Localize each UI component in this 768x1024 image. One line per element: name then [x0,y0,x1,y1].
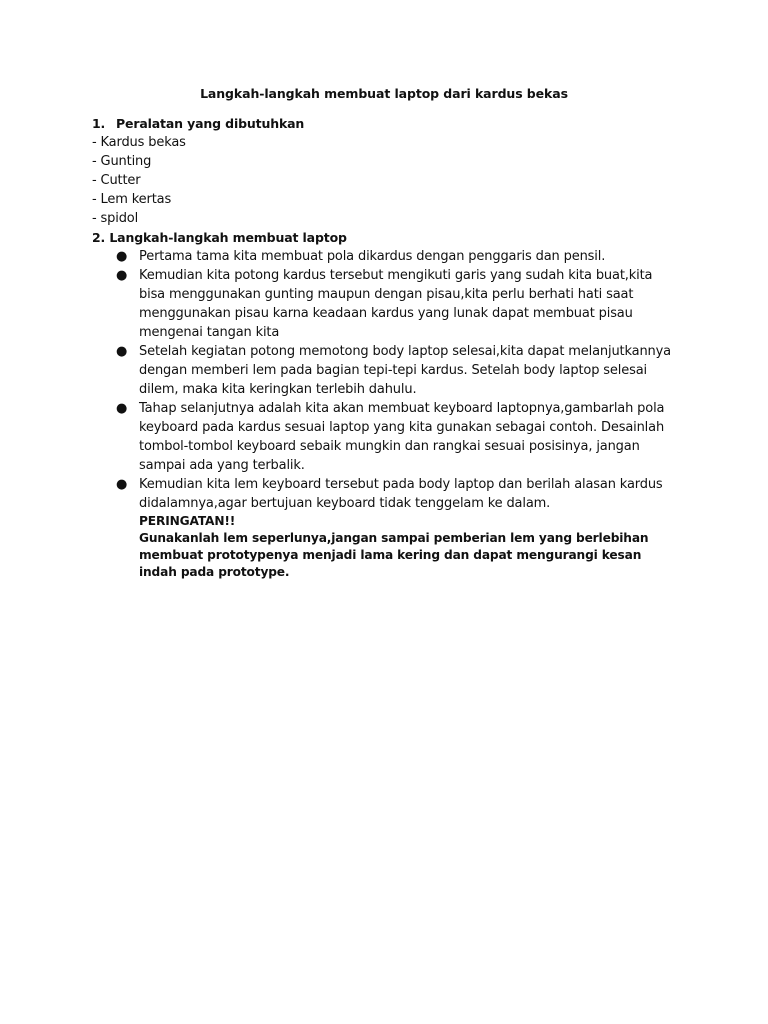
section-1-heading [92,114,692,133]
section-2-heading: 2. Langkah-langkah membuat laptop [92,230,347,245]
warning-text: Gunakanlah lem seperlunya,jangan sampai pemberian lem yang berlebihan membuat prototypenya menjadi lama kering dan dapat mengurangi kesan indah pada prototype. [139,531,649,579]
tool-item: - Gunting [92,154,152,169]
document-title: Langkah-langkah membuat laptop dari kardus bekas [200,86,568,101]
tool-item: - Cutter [92,173,141,188]
tool-item: - Lem kertas [92,192,172,207]
step-item [92,399,679,475]
step-text: Pertama tama kita membuat pola dikardus dengan penggaris dan pensil. [139,249,606,264]
step-text: Kemudian kita lem keyboard tersebut pada body laptop dan berilah alasan kardus didalamnya,agar bertujuan keyboard tidak tenggelam ke dalam. [139,477,663,511]
step-item [92,475,679,581]
section-1-number: 1. [92,116,106,131]
steps-list [92,247,692,581]
tool-item: - spidol [92,211,139,226]
tool-item: - Kardus bekas [92,135,186,150]
bullet-icon: ● [116,249,128,264]
bullet-icon: ● [116,268,128,283]
section-1-title: Peralatan yang dibutuhkan [116,116,305,131]
step-text: Kemudian kita potong kardus tersebut mengikuti garis yang sudah kita buat,kita bisa menggunakan gunting maupun dengan pisau,kita perlu berhati hati saat menggunakan pisau karna keadaan kardus yang lunak dapat membuat pisau mengenai tangan kita [139,268,653,340]
step-item [92,342,679,399]
document-body [92,114,692,581]
step-text: Setelah kegiatan potong memotong body laptop selesai,kita dapat melanjutkannya dengan memberi lem pada bagian tepi-tepi kardus. Setelah body laptop selesai dilem, maka kita keringkan terlebih dahulu. [139,344,672,397]
step-item [92,266,679,342]
bullet-icon: ● [116,401,128,416]
warning-title: PERINGATAN!! [139,514,236,528]
step-text: Tahap selanjutnya adalah kita akan membuat keyboard laptopnya,gambarlah pola keyboard pada kardus sesuai laptop yang kita gunakan sebagai contoh. Desainlah tombol-tombol keyboard sebaik mungkin dan rangkai sesuai posisinya, jangan sampai ada yang terbalik. [139,401,665,473]
bullet-icon: ● [116,344,128,359]
step-item [92,247,679,266]
bullet-icon: ● [116,477,128,492]
tools-list [92,133,692,228]
